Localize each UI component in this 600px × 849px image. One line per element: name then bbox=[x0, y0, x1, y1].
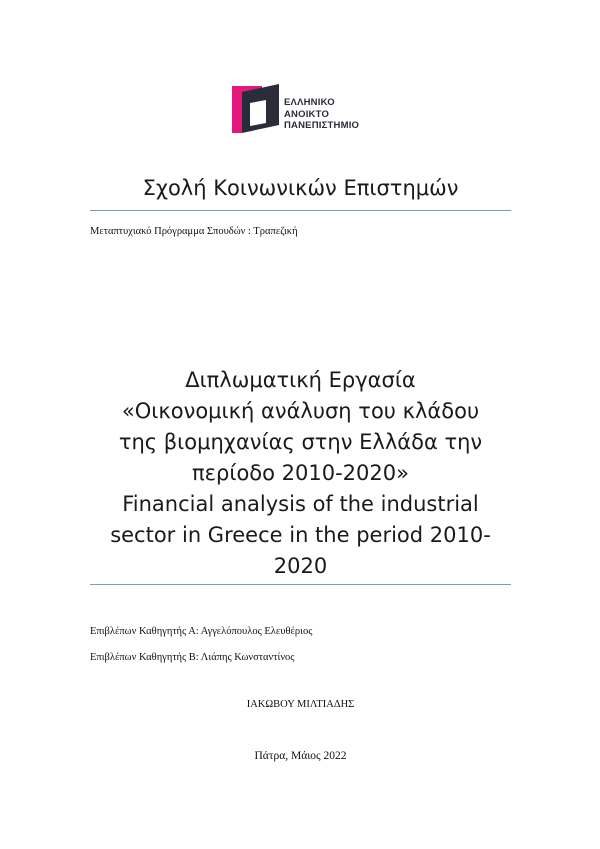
title-gr-line: της βιομηχανίας στην Ελλάδα την bbox=[118, 430, 483, 454]
title-gr-line: «Οικονομική ανάλυση του κλάδου bbox=[121, 399, 480, 423]
title-gr-line: περίοδο 2010-2020» bbox=[192, 461, 409, 485]
logo-wordmark bbox=[284, 97, 359, 132]
eap-logo-icon bbox=[232, 83, 280, 138]
logo-line-3: ΠΑΝΕΠΙΣΤΗΜΙΟ bbox=[284, 120, 360, 131]
author-name: ΙΑΚΩΒΟΥ ΜΙΛΤΙΑΔΗΣ bbox=[246, 699, 355, 710]
title-en-line: 2020 bbox=[273, 554, 328, 578]
title-en-line: sector in Greece in the period 2010- bbox=[110, 523, 491, 547]
university-logo bbox=[232, 83, 392, 138]
divider-bottom bbox=[90, 584, 511, 585]
place-date: Πάτρα, Μάιος 2022 bbox=[254, 750, 347, 762]
supervisor-a: Επιβλέπων Καθηγητής Α: Αγγελόπουλος Ελευθέριος bbox=[90, 626, 313, 637]
logo-line-1: ΕΛΛΗΝΙΚΟ bbox=[284, 97, 335, 108]
program-name: Μεταπτυχιακό Πρόγραμμα Σπουδών : Τραπεζική bbox=[90, 226, 298, 237]
school-name: Σχολή Κοινωνικών Επιστημών bbox=[142, 176, 459, 200]
thesis-type: Διπλωματική Εργασία bbox=[185, 368, 416, 392]
logo-line-2: ΑΝΟΙΚΤΟ bbox=[284, 108, 330, 120]
supervisor-b: Επιβλέπων Καθηγητής Β: Λιάπης Κωνσταντίνος bbox=[90, 652, 295, 663]
thesis-title-block bbox=[70, 365, 531, 582]
title-en-line: Financial analysis of the industrial bbox=[122, 492, 479, 516]
divider-top bbox=[90, 210, 511, 211]
